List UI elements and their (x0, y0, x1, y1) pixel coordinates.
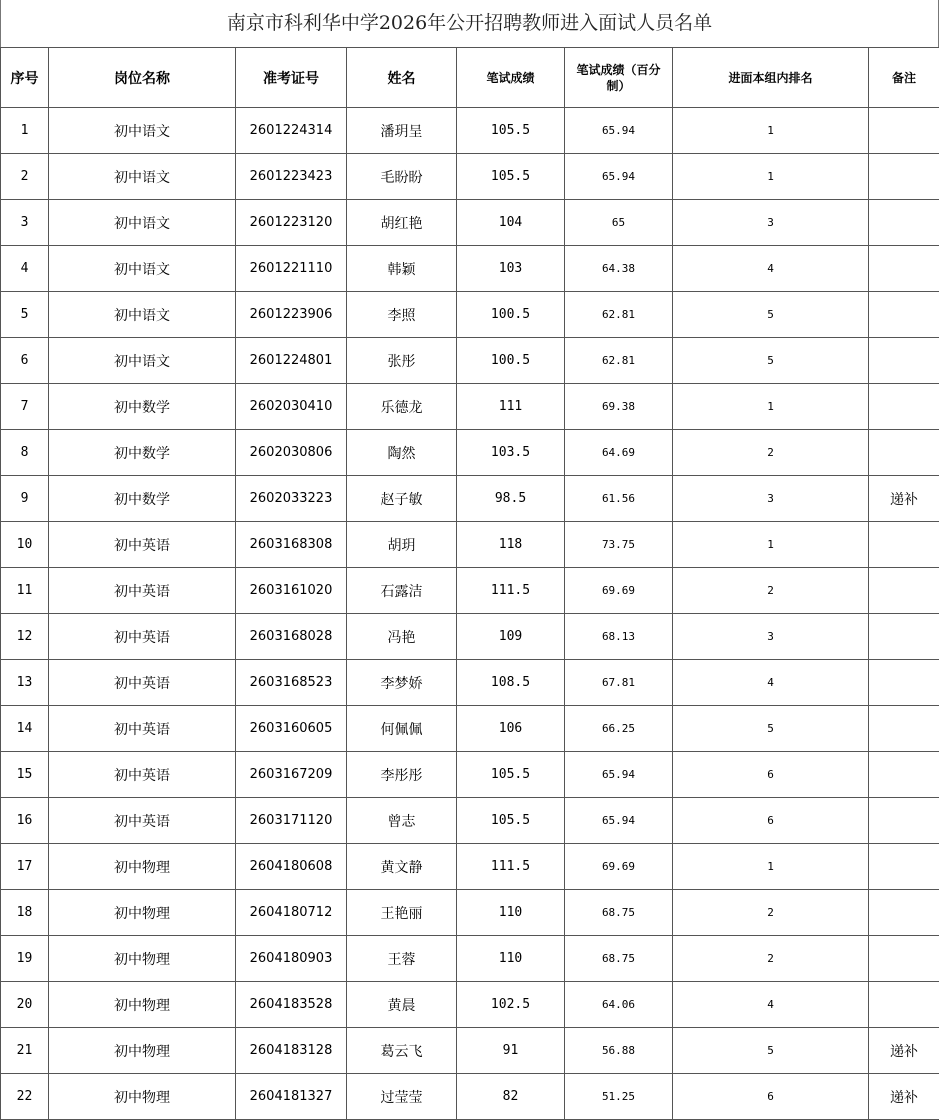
cell-exam-id: 2603168523 (236, 660, 347, 706)
table-header-row (1, 48, 939, 108)
cell-note (869, 430, 939, 476)
cell-score-percent: 64.38 (565, 246, 673, 292)
cell-rank: 5 (673, 706, 869, 752)
table-row (1, 660, 939, 706)
cell-position: 初中物理 (49, 844, 236, 890)
cell-written-score: 102.5 (457, 982, 565, 1028)
cell-note (869, 108, 939, 154)
cell-seq: 14 (1, 706, 49, 752)
cell-seq: 9 (1, 476, 49, 522)
table-row (1, 522, 939, 568)
cell-note (869, 246, 939, 292)
cell-note (869, 522, 939, 568)
cell-score-percent: 64.06 (565, 982, 673, 1028)
cell-position: 初中语文 (49, 154, 236, 200)
cell-rank: 4 (673, 660, 869, 706)
cell-position: 初中物理 (49, 890, 236, 936)
cell-exam-id: 2601223120 (236, 200, 347, 246)
cell-exam-id: 2604180903 (236, 936, 347, 982)
cell-seq: 12 (1, 614, 49, 660)
cell-position: 初中英语 (49, 522, 236, 568)
table-row (1, 1074, 939, 1120)
cell-position: 初中语文 (49, 246, 236, 292)
cell-note: 递补 (869, 1074, 939, 1120)
header-name: 姓名 (347, 48, 457, 108)
cell-seq: 10 (1, 522, 49, 568)
cell-seq: 4 (1, 246, 49, 292)
cell-score-percent: 65.94 (565, 752, 673, 798)
table-row (1, 936, 939, 982)
cell-name: 冯艳 (347, 614, 457, 660)
cell-seq: 7 (1, 384, 49, 430)
cell-name: 陶然 (347, 430, 457, 476)
table-row (1, 108, 939, 154)
cell-score-percent: 69.69 (565, 844, 673, 890)
cell-seq: 3 (1, 200, 49, 246)
cell-name: 胡红艳 (347, 200, 457, 246)
cell-seq: 19 (1, 936, 49, 982)
cell-written-score: 98.5 (457, 476, 565, 522)
cell-note (869, 936, 939, 982)
header-note: 备注 (869, 48, 939, 108)
cell-position: 初中语文 (49, 338, 236, 384)
cell-written-score: 108.5 (457, 660, 565, 706)
cell-score-percent: 65.94 (565, 798, 673, 844)
cell-note: 递补 (869, 1028, 939, 1074)
cell-name: 黄文静 (347, 844, 457, 890)
cell-rank: 6 (673, 798, 869, 844)
cell-name: 胡玥 (347, 522, 457, 568)
cell-score-percent: 65 (565, 200, 673, 246)
cell-score-percent: 65.94 (565, 154, 673, 200)
cell-score-percent: 68.75 (565, 890, 673, 936)
cell-note: 递补 (869, 476, 939, 522)
cell-written-score: 106 (457, 706, 565, 752)
cell-position: 初中英语 (49, 798, 236, 844)
cell-seq: 22 (1, 1074, 49, 1120)
cell-name: 王艳丽 (347, 890, 457, 936)
cell-position: 初中英语 (49, 614, 236, 660)
cell-exam-id: 2603168308 (236, 522, 347, 568)
cell-exam-id: 2603171120 (236, 798, 347, 844)
cell-seq: 11 (1, 568, 49, 614)
cell-position: 初中语文 (49, 292, 236, 338)
cell-position: 初中语文 (49, 200, 236, 246)
cell-written-score: 82 (457, 1074, 565, 1120)
table-row (1, 292, 939, 338)
cell-name: 毛盼盼 (347, 154, 457, 200)
cell-note (869, 154, 939, 200)
cell-position: 初中数学 (49, 384, 236, 430)
cell-written-score: 110 (457, 936, 565, 982)
cell-written-score: 118 (457, 522, 565, 568)
cell-rank: 3 (673, 200, 869, 246)
table-row (1, 430, 939, 476)
cell-score-percent: 64.69 (565, 430, 673, 476)
cell-written-score: 110 (457, 890, 565, 936)
cell-rank: 1 (673, 108, 869, 154)
cell-written-score: 100.5 (457, 338, 565, 384)
cell-written-score: 105.5 (457, 154, 565, 200)
cell-seq: 8 (1, 430, 49, 476)
cell-note (869, 844, 939, 890)
cell-note (869, 614, 939, 660)
cell-rank: 1 (673, 522, 869, 568)
cell-seq: 1 (1, 108, 49, 154)
cell-score-percent: 56.88 (565, 1028, 673, 1074)
cell-position: 初中英语 (49, 660, 236, 706)
cell-written-score: 103.5 (457, 430, 565, 476)
table-row (1, 246, 939, 292)
cell-name: 李梦娇 (347, 660, 457, 706)
cell-rank: 4 (673, 246, 869, 292)
cell-note (869, 338, 939, 384)
table-row (1, 154, 939, 200)
cell-written-score: 105.5 (457, 752, 565, 798)
cell-rank: 2 (673, 568, 869, 614)
cell-exam-id: 2601223423 (236, 154, 347, 200)
cell-position: 初中语文 (49, 108, 236, 154)
cell-position: 初中英语 (49, 568, 236, 614)
cell-rank: 5 (673, 1028, 869, 1074)
cell-exam-id: 2601224801 (236, 338, 347, 384)
header-score-percent: 笔试成绩（百分制） (565, 48, 673, 108)
table-row (1, 614, 939, 660)
cell-name: 张彤 (347, 338, 457, 384)
cell-score-percent: 62.81 (565, 338, 673, 384)
cell-seq: 20 (1, 982, 49, 1028)
header-written-score: 笔试成绩 (457, 48, 565, 108)
cell-score-percent: 73.75 (565, 522, 673, 568)
cell-exam-id: 2604183128 (236, 1028, 347, 1074)
table-row (1, 476, 939, 522)
table-row (1, 568, 939, 614)
cell-exam-id: 2604181327 (236, 1074, 347, 1120)
header-seq: 序号 (1, 48, 49, 108)
cell-name: 潘玥呈 (347, 108, 457, 154)
cell-position: 初中数学 (49, 430, 236, 476)
cell-position: 初中物理 (49, 982, 236, 1028)
cell-exam-id: 2601221110 (236, 246, 347, 292)
cell-seq: 21 (1, 1028, 49, 1074)
cell-seq: 13 (1, 660, 49, 706)
cell-rank: 2 (673, 936, 869, 982)
header-exam-id: 准考证号 (236, 48, 347, 108)
cell-seq: 5 (1, 292, 49, 338)
cell-seq: 18 (1, 890, 49, 936)
table-row (1, 844, 939, 890)
cell-position: 初中英语 (49, 752, 236, 798)
cell-exam-id: 2604183528 (236, 982, 347, 1028)
cell-exam-id: 2604180712 (236, 890, 347, 936)
cell-written-score: 91 (457, 1028, 565, 1074)
cell-seq: 16 (1, 798, 49, 844)
cell-rank: 3 (673, 476, 869, 522)
table-row (1, 1028, 939, 1074)
cell-written-score: 111.5 (457, 568, 565, 614)
cell-position: 初中物理 (49, 1074, 236, 1120)
cell-note (869, 660, 939, 706)
cell-position: 初中物理 (49, 936, 236, 982)
cell-name: 赵子敏 (347, 476, 457, 522)
cell-name: 王蓉 (347, 936, 457, 982)
cell-position: 初中英语 (49, 706, 236, 752)
cell-exam-id: 2603160605 (236, 706, 347, 752)
cell-written-score: 111.5 (457, 844, 565, 890)
cell-note (869, 706, 939, 752)
cell-written-score: 109 (457, 614, 565, 660)
cell-name: 韩颖 (347, 246, 457, 292)
cell-exam-id: 2604180608 (236, 844, 347, 890)
cell-score-percent: 62.81 (565, 292, 673, 338)
cell-score-percent: 69.38 (565, 384, 673, 430)
cell-rank: 5 (673, 292, 869, 338)
cell-note (869, 292, 939, 338)
cell-written-score: 105.5 (457, 798, 565, 844)
cell-name: 石露洁 (347, 568, 457, 614)
cell-score-percent: 65.94 (565, 108, 673, 154)
table-row (1, 706, 939, 752)
cell-seq: 17 (1, 844, 49, 890)
table-row (1, 798, 939, 844)
cell-note (869, 890, 939, 936)
cell-note (869, 384, 939, 430)
cell-seq: 15 (1, 752, 49, 798)
candidate-table (0, 47, 939, 1120)
cell-note (869, 752, 939, 798)
table-row (1, 982, 939, 1028)
header-position: 岗位名称 (49, 48, 236, 108)
cell-position: 初中物理 (49, 1028, 236, 1074)
cell-score-percent: 67.81 (565, 660, 673, 706)
cell-seq: 2 (1, 154, 49, 200)
cell-score-percent: 68.13 (565, 614, 673, 660)
table-row (1, 200, 939, 246)
cell-name: 曾志 (347, 798, 457, 844)
cell-name: 黄晨 (347, 982, 457, 1028)
table-row (1, 752, 939, 798)
cell-written-score: 104 (457, 200, 565, 246)
cell-note (869, 568, 939, 614)
cell-score-percent: 51.25 (565, 1074, 673, 1120)
cell-written-score: 100.5 (457, 292, 565, 338)
cell-rank: 6 (673, 1074, 869, 1120)
cell-exam-id: 2603161020 (236, 568, 347, 614)
cell-score-percent: 68.75 (565, 936, 673, 982)
cell-rank: 1 (673, 844, 869, 890)
cell-rank: 5 (673, 338, 869, 384)
cell-rank: 1 (673, 154, 869, 200)
table-row (1, 384, 939, 430)
cell-exam-id: 2601224314 (236, 108, 347, 154)
cell-rank: 2 (673, 890, 869, 936)
cell-rank: 1 (673, 384, 869, 430)
cell-exam-id: 2603168028 (236, 614, 347, 660)
cell-position: 初中数学 (49, 476, 236, 522)
cell-name: 李彤彤 (347, 752, 457, 798)
cell-note (869, 982, 939, 1028)
cell-rank: 3 (673, 614, 869, 660)
table-row (1, 890, 939, 936)
cell-written-score: 111 (457, 384, 565, 430)
cell-written-score: 105.5 (457, 108, 565, 154)
cell-note (869, 798, 939, 844)
cell-rank: 4 (673, 982, 869, 1028)
cell-name: 何佩佩 (347, 706, 457, 752)
cell-rank: 2 (673, 430, 869, 476)
table-body (1, 108, 939, 1120)
cell-name: 过莹莹 (347, 1074, 457, 1120)
cell-score-percent: 66.25 (565, 706, 673, 752)
cell-name: 乐德龙 (347, 384, 457, 430)
cell-written-score: 103 (457, 246, 565, 292)
cell-exam-id: 2602030806 (236, 430, 347, 476)
header-rank: 进面本组内排名 (673, 48, 869, 108)
cell-score-percent: 61.56 (565, 476, 673, 522)
cell-exam-id: 2602033223 (236, 476, 347, 522)
cell-note (869, 200, 939, 246)
cell-exam-id: 2602030410 (236, 384, 347, 430)
cell-name: 李照 (347, 292, 457, 338)
cell-rank: 6 (673, 752, 869, 798)
cell-seq: 6 (1, 338, 49, 384)
cell-score-percent: 69.69 (565, 568, 673, 614)
cell-exam-id: 2603167209 (236, 752, 347, 798)
cell-name: 葛云飞 (347, 1028, 457, 1074)
cell-exam-id: 2601223906 (236, 292, 347, 338)
table-row (1, 338, 939, 384)
page-title: 南京市科利华中学2026年公开招聘教师进入面试人员名单 (0, 0, 939, 47)
